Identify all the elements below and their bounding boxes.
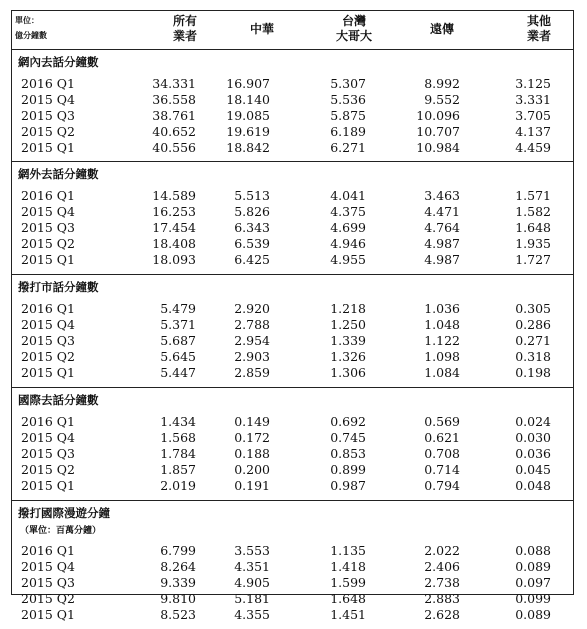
cell-value: 4.764 (424, 220, 460, 235)
row-period: 2016 Q1 (21, 188, 75, 203)
unit-label: 單位： (15, 15, 39, 25)
cell-value: 0.318 (515, 349, 551, 364)
column-header-line1: 台灣 (341, 14, 366, 28)
row-period: 2015 Q2 (21, 349, 75, 364)
cell-value: 1.326 (330, 349, 366, 364)
cell-value: 14.589 (152, 188, 196, 203)
cell-value: 5.536 (330, 92, 366, 107)
cell-value: 4.041 (330, 188, 366, 203)
cell-value: 5.513 (234, 188, 270, 203)
column-header-line1: 遠傳 (429, 22, 454, 36)
table-row (12, 543, 573, 559)
cell-value: 18.408 (152, 236, 196, 251)
cell-value: 2.903 (234, 349, 270, 364)
cell-value: 1.434 (160, 414, 196, 429)
table-row (12, 124, 573, 140)
cell-value: 0.089 (515, 607, 551, 622)
row-period: 2015 Q4 (21, 559, 75, 574)
cell-value: 40.652 (152, 124, 196, 139)
cell-value: 0.853 (330, 446, 366, 461)
row-period: 2015 Q1 (21, 365, 75, 380)
cell-value: 4.459 (515, 140, 551, 155)
column-header-line1: 中華 (249, 22, 274, 36)
cell-value: 1.135 (330, 543, 366, 558)
row-period: 2015 Q3 (21, 575, 75, 590)
section-title: 撥打市話分鐘數 (18, 280, 99, 294)
cell-value: 1.935 (515, 236, 551, 251)
cell-value: 0.024 (515, 414, 551, 429)
cell-value: 8.992 (424, 76, 460, 91)
table-row (12, 591, 573, 607)
cell-value: 9.339 (160, 575, 196, 590)
cell-value: 9.552 (424, 92, 460, 107)
table-row (12, 559, 573, 575)
row-period: 2015 Q1 (21, 607, 75, 622)
cell-value: 36.558 (152, 92, 196, 107)
cell-value: 1.599 (330, 575, 366, 590)
cell-value: 0.708 (424, 446, 460, 461)
cell-value: 8.523 (160, 607, 196, 622)
cell-value: 6.799 (160, 543, 196, 558)
cell-value: 18.842 (226, 140, 270, 155)
cell-value: 5.826 (234, 204, 270, 219)
table-row (12, 220, 573, 236)
row-period: 2015 Q2 (21, 462, 75, 477)
cell-value: 18.093 (152, 252, 196, 267)
cell-value: 4.987 (424, 236, 460, 251)
cell-value: 1.648 (330, 591, 366, 606)
cell-value: 2.859 (234, 365, 270, 380)
table-row (12, 478, 573, 494)
cell-value: 1.036 (424, 301, 460, 316)
row-period: 2015 Q4 (21, 92, 75, 107)
cell-value: 4.137 (515, 124, 551, 139)
cell-value: 2.628 (424, 607, 460, 622)
cell-value: 10.707 (416, 124, 460, 139)
table-row (12, 575, 573, 591)
cell-value: 1.571 (515, 188, 551, 203)
cell-value: 1.250 (330, 317, 366, 332)
cell-value: 5.447 (160, 365, 196, 380)
row-period: 2015 Q2 (21, 124, 75, 139)
row-period: 2016 Q1 (21, 76, 75, 91)
table-section (12, 501, 573, 629)
cell-value: 5.181 (234, 591, 270, 606)
cell-value: 2.406 (424, 559, 460, 574)
table-row (12, 140, 573, 156)
cell-value: 2.022 (424, 543, 460, 558)
cell-value: 1.048 (424, 317, 460, 332)
cell-value: 0.286 (515, 317, 551, 332)
row-period: 2016 Q1 (21, 414, 75, 429)
column-header-line2: 大哥大 (335, 29, 372, 43)
cell-value: 1.582 (515, 204, 551, 219)
row-period: 2015 Q3 (21, 333, 75, 348)
table-body (12, 50, 573, 629)
section-title: 網外去話分鐘數 (18, 167, 99, 181)
cell-value: 2.019 (160, 478, 196, 493)
table-row (12, 446, 573, 462)
cell-value: 9.810 (160, 591, 196, 606)
cell-value: 1.218 (330, 301, 366, 316)
table-section (12, 50, 573, 162)
cell-value: 4.905 (234, 575, 270, 590)
cell-value: 2.920 (234, 301, 270, 316)
column-header-3 (314, 14, 394, 44)
row-period: 2015 Q1 (21, 140, 75, 155)
cell-value: 6.271 (330, 140, 366, 155)
cell-value: 40.556 (152, 140, 196, 155)
table-row (12, 607, 573, 623)
cell-value: 10.096 (416, 108, 460, 123)
cell-value: 1.451 (330, 607, 366, 622)
cell-value: 0.030 (515, 430, 551, 445)
table-row (12, 301, 573, 317)
cell-value: 3.331 (515, 92, 551, 107)
table-row (12, 333, 573, 349)
cell-value: 1.339 (330, 333, 366, 348)
cell-value: 1.122 (424, 333, 460, 348)
cell-value: 4.351 (234, 559, 270, 574)
section-title: 撥打國際漫遊分鐘 (18, 506, 110, 520)
cell-value: 34.331 (152, 76, 196, 91)
section-title: 國際去話分鐘數 (18, 393, 99, 407)
cell-value: 4.699 (330, 220, 366, 235)
table-row (12, 462, 573, 478)
cell-value: 0.097 (515, 575, 551, 590)
cell-value: 1.784 (160, 446, 196, 461)
row-period: 2015 Q3 (21, 108, 75, 123)
table-row (12, 108, 573, 124)
row-period: 2015 Q2 (21, 591, 75, 606)
cell-value: 0.200 (234, 462, 270, 477)
table-row (12, 204, 573, 220)
cell-value: 3.553 (234, 543, 270, 558)
row-period: 2015 Q3 (21, 446, 75, 461)
cell-value: 0.899 (330, 462, 366, 477)
cell-value: 2.788 (234, 317, 270, 332)
cell-value: 0.271 (515, 333, 551, 348)
cell-value: 3.463 (424, 188, 460, 203)
cell-value: 6.425 (234, 252, 270, 267)
cell-value: 0.794 (424, 478, 460, 493)
table-row (12, 92, 573, 108)
cell-value: 6.539 (234, 236, 270, 251)
cell-value: 0.569 (424, 414, 460, 429)
cell-value: 4.471 (424, 204, 460, 219)
table-row (12, 252, 573, 268)
cell-value: 0.045 (515, 462, 551, 477)
cell-value: 1.648 (515, 220, 551, 235)
cell-value: 4.946 (330, 236, 366, 251)
row-period: 2015 Q4 (21, 204, 75, 219)
row-period: 2015 Q4 (21, 317, 75, 332)
table-section (12, 275, 573, 388)
cell-value: 1.727 (515, 252, 551, 267)
table-row (12, 414, 573, 430)
table-section (12, 162, 573, 275)
table-row (12, 365, 573, 381)
cell-value: 0.714 (424, 462, 460, 477)
cell-value: 19.085 (226, 108, 270, 123)
cell-value: 0.172 (234, 430, 270, 445)
cell-value: 0.198 (515, 365, 551, 380)
table-row (12, 317, 573, 333)
cell-value: 19.619 (226, 124, 270, 139)
cell-value: 1.568 (160, 430, 196, 445)
cell-value: 1.306 (330, 365, 366, 380)
cell-value: 8.264 (160, 559, 196, 574)
cell-value: 1.857 (160, 462, 196, 477)
column-header-line2: 業者 (526, 29, 551, 43)
row-period: 2016 Q1 (21, 301, 75, 316)
cell-value: 4.355 (234, 607, 270, 622)
cell-value: 18.140 (226, 92, 270, 107)
cell-value: 0.036 (515, 446, 551, 461)
table-row (12, 349, 573, 365)
cell-value: 0.099 (515, 591, 551, 606)
table-row (12, 236, 573, 252)
cell-value: 0.987 (330, 478, 366, 493)
cell-value: 0.149 (234, 414, 270, 429)
row-period: 2015 Q3 (21, 220, 75, 235)
cell-value: 5.645 (160, 349, 196, 364)
cell-value: 0.048 (515, 478, 551, 493)
cell-value: 0.191 (234, 478, 270, 493)
row-period: 2015 Q2 (21, 236, 75, 251)
cell-value: 4.375 (330, 204, 366, 219)
table-section (12, 388, 573, 501)
cell-value: 5.875 (330, 108, 366, 123)
cell-value: 2.883 (424, 591, 460, 606)
column-header-line1: 其他 (526, 14, 551, 28)
cell-value: 16.907 (226, 76, 270, 91)
column-header-4 (402, 22, 482, 37)
cell-value: 2.738 (424, 575, 460, 590)
row-period: 2015 Q1 (21, 252, 75, 267)
cell-value: 17.454 (152, 220, 196, 235)
cell-value: 10.984 (416, 140, 460, 155)
column-header-2 (222, 22, 302, 37)
column-header-line1: 所有 (172, 14, 197, 28)
cell-value: 5.371 (160, 317, 196, 332)
cell-value: 1.084 (424, 365, 460, 380)
table-row (12, 76, 573, 92)
cell-value: 16.253 (152, 204, 196, 219)
cell-value: 2.954 (234, 333, 270, 348)
cell-value: 5.307 (330, 76, 366, 91)
cell-value: 4.987 (424, 252, 460, 267)
cell-value: 0.188 (234, 446, 270, 461)
cell-value: 0.088 (515, 543, 551, 558)
cell-value: 1.418 (330, 559, 366, 574)
table-header (12, 11, 573, 50)
cell-value: 5.687 (160, 333, 196, 348)
cell-value: 5.479 (160, 301, 196, 316)
cell-value: 0.089 (515, 559, 551, 574)
cell-value: 0.692 (330, 414, 366, 429)
row-period: 2015 Q4 (21, 430, 75, 445)
cell-value: 3.705 (515, 108, 551, 123)
section-subtitle: （單位：百萬分鐘） (20, 526, 102, 536)
table-row (12, 430, 573, 446)
cell-value: 1.098 (424, 349, 460, 364)
cell-value: 0.621 (424, 430, 460, 445)
cell-value: 4.955 (330, 252, 366, 267)
cell-value: 6.343 (234, 220, 270, 235)
cell-value: 3.125 (515, 76, 551, 91)
column-header-5 (499, 14, 579, 44)
statistics-table (11, 10, 574, 622)
row-period: 2016 Q1 (21, 543, 75, 558)
cell-value: 0.745 (330, 430, 366, 445)
cell-value: 38.761 (152, 108, 196, 123)
cell-value: 0.305 (515, 301, 551, 316)
row-period: 2015 Q1 (21, 478, 75, 493)
column-header-line2: 業者 (172, 29, 197, 43)
table-row (12, 188, 573, 204)
section-title: 網內去話分鐘數 (18, 55, 99, 69)
unit-label-minutes: 億分鐘數 (15, 30, 47, 40)
column-header-1 (145, 14, 225, 44)
cell-value: 6.189 (330, 124, 366, 139)
